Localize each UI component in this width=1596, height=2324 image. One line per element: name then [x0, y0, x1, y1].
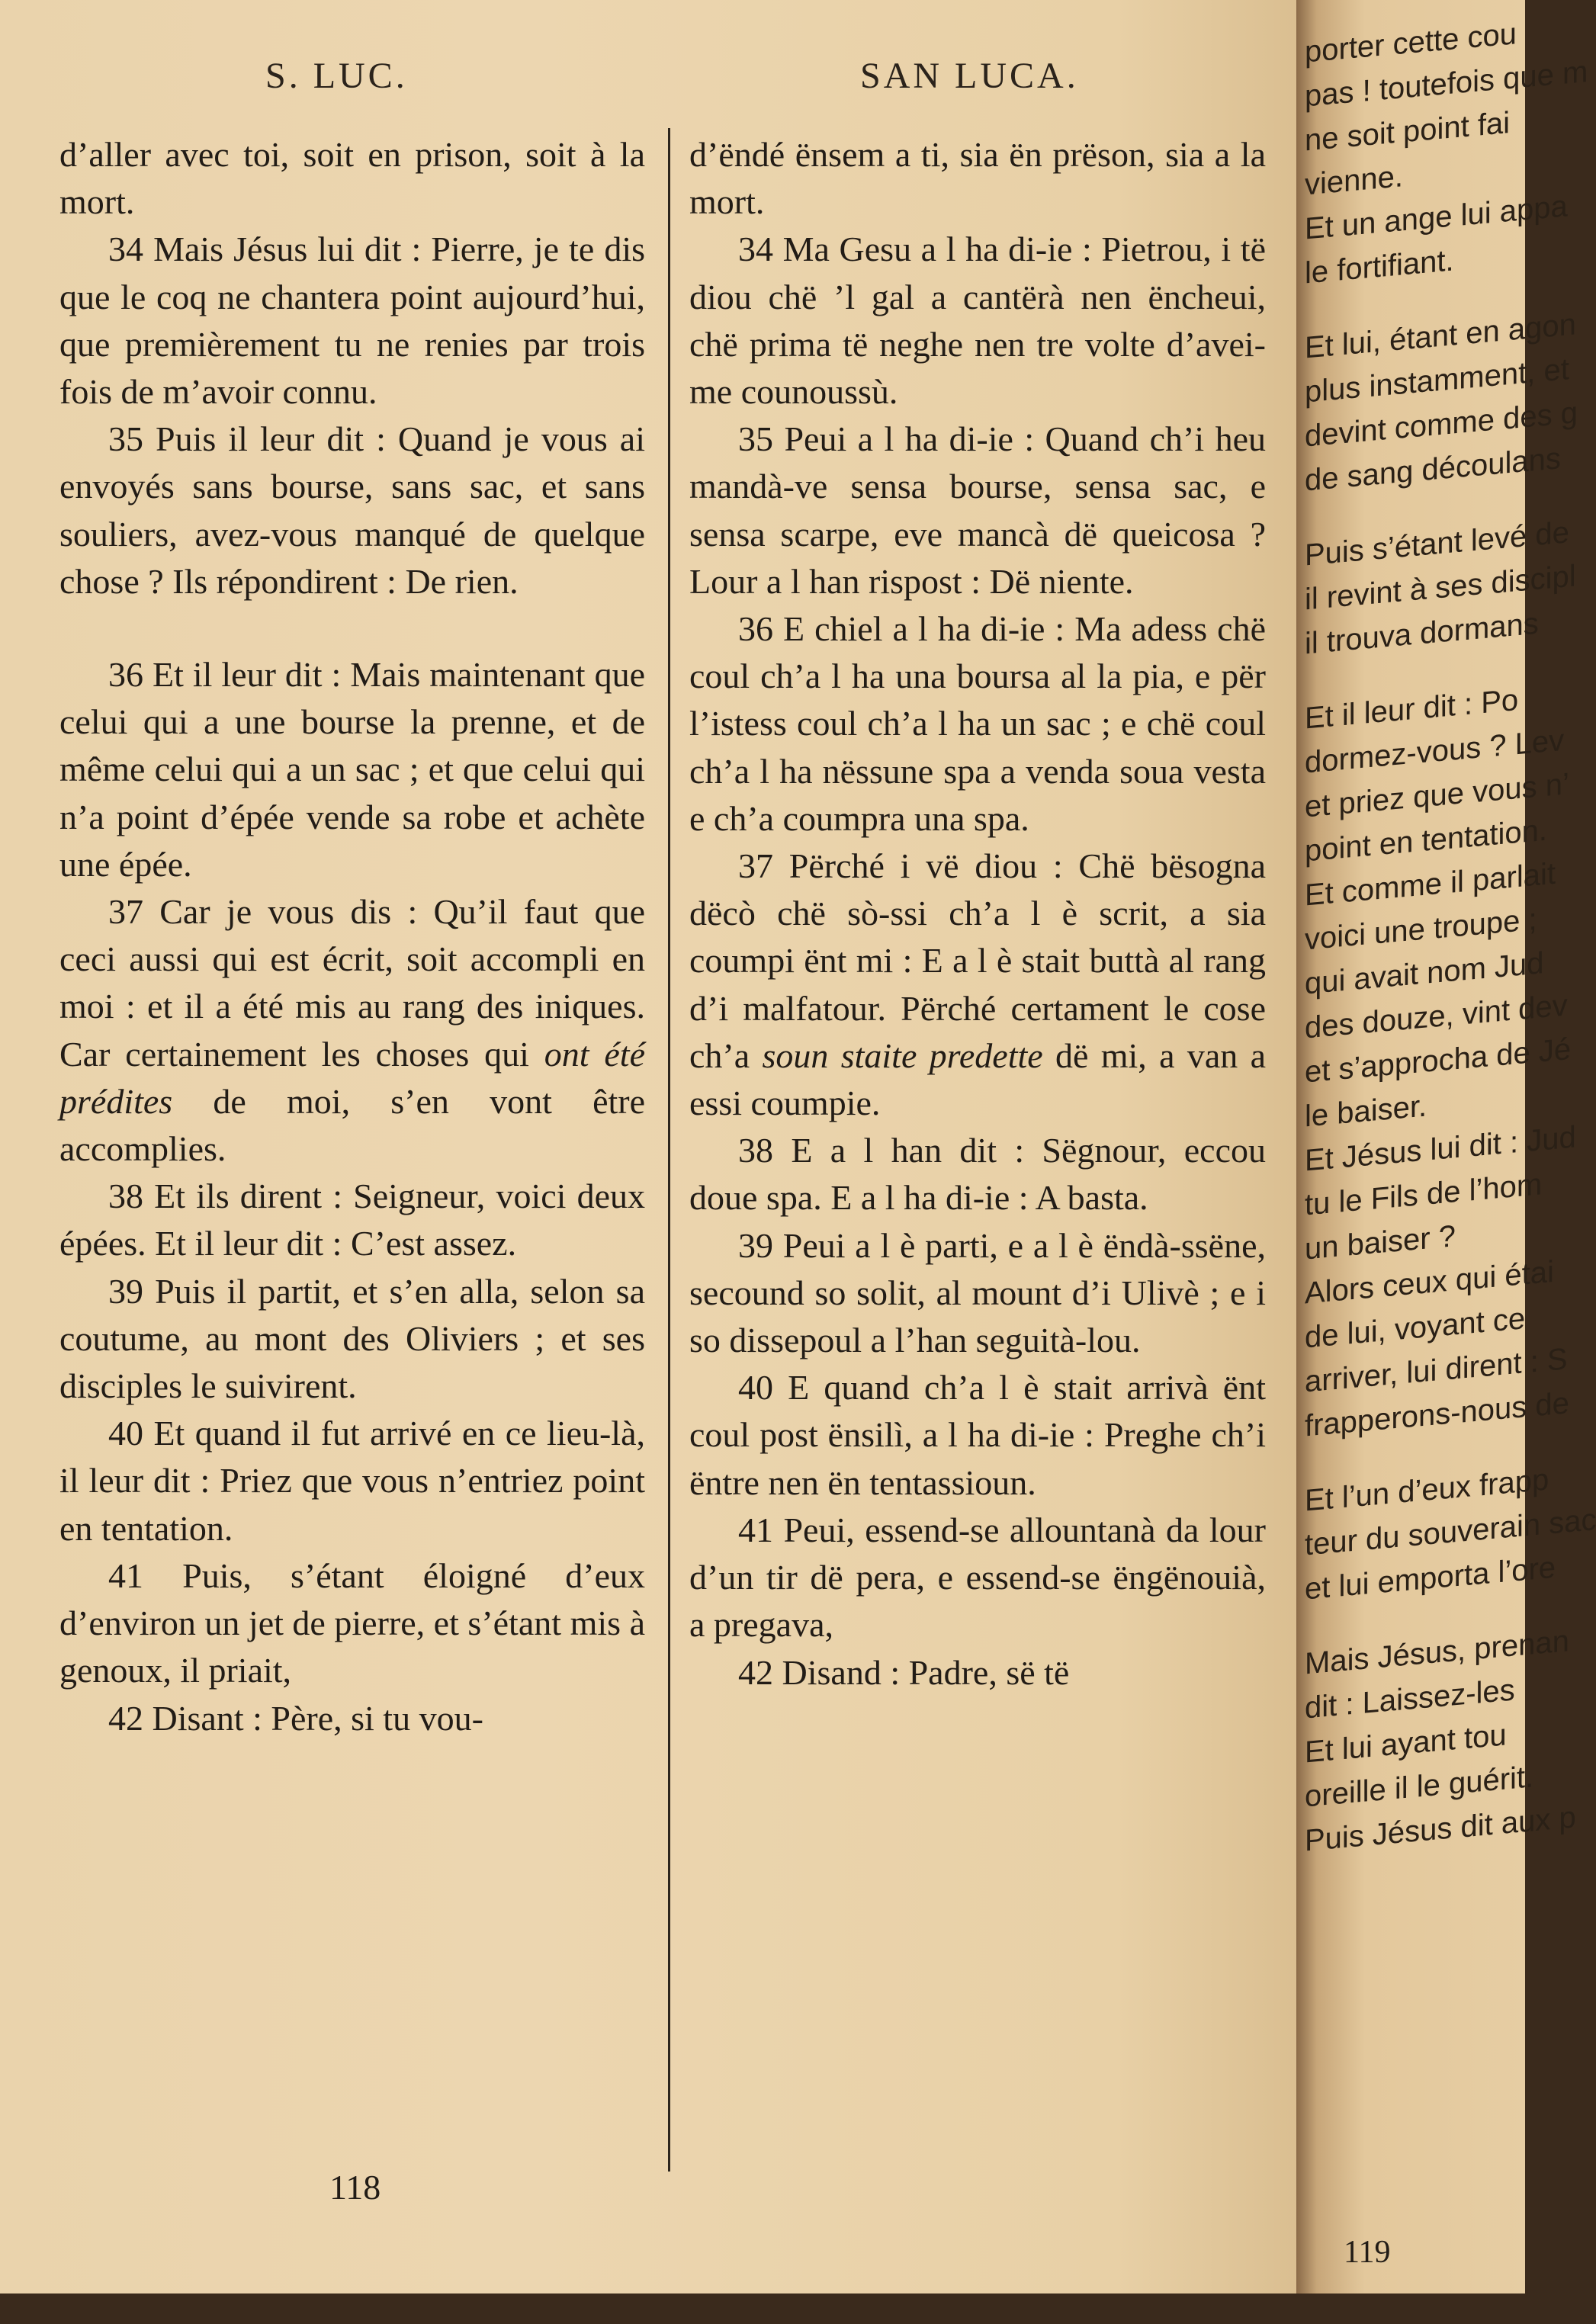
left-column-text [59, 131, 645, 1742]
verse-34: 34 Mais Jésus lui dit : Pierre, je te dis que le coq ne chantera point aujourd’hui, que premièrement tu ne renies par trois fois de m’avoir connu. [59, 230, 645, 412]
text-line: Puis s’étant levé de [1305, 515, 1569, 573]
verse-text: 37 Car je vous dis : Qu’il faut que ceci aussi qui est écrit, soit accompli en moi : et il a été mis au rang des iniques. Car certainement les choses qui [59, 892, 645, 1074]
verse-41: 41 Puis, s’étant éloigné d’eux d’environ un jet de pierre, et s’étant mis à genoux, il priait, [59, 1555, 645, 1690]
middle-column-text [689, 131, 1266, 1696]
text-line: dit : Laissez-les [1305, 1673, 1515, 1725]
verse-35: 35 Peui a l ha di-ie : Quand ch’i heu mandà-ve sensa bourse, sensa sac, e sensa scarpe, eve mancà dë queicosa ? Lour a l han rispost : Dë niente. [689, 419, 1266, 601]
verse-36: 36 E chiel a l ha di-ie : Ma adess chë coul ch’a l ha una boursa al la pia, e për l’istess coul ch’a l ha un sac ; e chë coul ch’a l ha nëssune spa a venda soua vesta e ch’a coumpra una spa. [689, 609, 1266, 838]
text-line: de lui, voyant ce [1305, 1302, 1526, 1355]
verse-42: 42 Disand : Padre, së të [738, 1652, 1070, 1692]
text-line: teur du souverain sac [1305, 1503, 1596, 1562]
text-line: Et Jésus lui dit : Jud [1305, 1120, 1576, 1178]
left-page-header: S. LUC. [265, 56, 408, 96]
verse-39: 39 Puis il partit, et s’en alla, selon sa coutume, au mont des Oliviers ; et ses disciples le suivirent. [59, 1271, 645, 1406]
text-line: le fortifiant. [1305, 243, 1454, 290]
text-line: dormez-vous ? Lev [1305, 723, 1565, 780]
text-line: Et il leur dit : Po [1305, 682, 1519, 736]
text-line: tu le Fils de l’hom [1305, 1167, 1543, 1222]
verse-38: 38 E a l han dit : Sëgnour, eccou doue spa. E a l ha di-ie : A basta. [689, 1131, 1266, 1218]
verse-35: 35 Puis il leur dit : Quand je vous ai envoyés sans bourse, sans sac, et sans souliers, avez-vous manqué de quelque chose ? Ils répondirent : De rien. [59, 419, 645, 601]
verse-41: 41 Peui, essend-se allountanà da lour d’un tir dë pera, e essend-se ëngënouià, a pregava, [689, 1510, 1266, 1645]
paragraph: d’ëndé ënsem a ti, sia ën prëson, sia a la mort. [689, 135, 1266, 222]
text-line: de sang découlans [1305, 441, 1561, 498]
italic-text: soun staite predette [762, 1035, 1043, 1075]
right-page-text [1300, 11, 1596, 2324]
italic-text: ont été prédites [59, 1034, 645, 1121]
verse-39: 39 Peui a l è parti, e a l è ëndà-ssëne, secound so solit, al mount d’i Ulivè ; e i so dissepoul a l’han seguità-lou. [689, 1225, 1266, 1360]
text-line: il revint à ses discipl [1305, 559, 1576, 617]
text-line: oreille il le guérit. [1305, 1760, 1534, 1814]
verse-36: 36 Et il leur dit : Mais maintenant que celui qui a une bourse la prenne, et de même celui qui a un sac ; et que celui qui n’a point d’épée vende sa robe et achète une épée. [59, 655, 645, 884]
text-line: il trouva dormans [1305, 606, 1539, 661]
text-line: Et comme il parlait [1305, 856, 1556, 913]
text-line: arriver, lui dirent : S [1305, 1342, 1568, 1399]
text-line: Et lui, étant en agon [1305, 307, 1576, 365]
text-line: et lui emporta l’ore [1305, 1550, 1556, 1607]
verse-34: 34 Ma Gesu a l ha di-ie : Pietrou, i të diou chë ’l gal a cantërà nen ëncheui, chë prima të neghe nen tre volte d’avei-me counoussù. [689, 230, 1266, 412]
verse-37 [59, 888, 645, 1173]
text-line: vienne. [1305, 159, 1403, 202]
column-divider [668, 128, 670, 2172]
text-line: Puis Jésus dit aux p [1305, 1800, 1576, 1858]
verse-37 [689, 843, 1266, 1127]
middle-page-header: SAN LUCA. [860, 56, 1079, 96]
text-line: pas ! toutefois que m [1305, 54, 1588, 114]
verse-40: 40 Et quand il fut arrivé en ce lieu-là, il leur dit : Priez que vous n’entriez point en tentation. [59, 1414, 645, 1548]
verse-text: de moi, s’en vont être accomplies. [59, 1081, 646, 1169]
text-line: qui avait nom Jud [1305, 946, 1544, 1001]
text-line: Alors ceux qui étai [1305, 1254, 1554, 1311]
text-line: voici une troupe ; [1305, 902, 1537, 957]
left-page-number: 118 [329, 2168, 381, 2207]
text-line: Et lui ayant tou [1305, 1718, 1507, 1770]
text-line: ne soit point fai [1305, 105, 1511, 158]
text-line: frapperons-nous de [1305, 1386, 1569, 1443]
text-line: Mais Jésus, prenan [1305, 1624, 1569, 1681]
text-line: point en tentation. [1305, 813, 1548, 868]
text-line: devint comme des g [1305, 396, 1578, 454]
verse-42: 42 Disant : Père, si tu vou- [108, 1698, 483, 1738]
text-line: le baiser. [1305, 1089, 1427, 1134]
text-line: des douze, vint dev [1305, 988, 1568, 1045]
text-line: un baiser ? [1305, 1219, 1456, 1266]
verse-38: 38 Et ils dirent : Seigneur, voici deux épées. Et il leur dit : C’est assez. [59, 1176, 645, 1263]
verse-text: dë mi, a van a essi coumpie. [689, 1035, 1267, 1123]
paragraph: d’aller avec toi, soit en prison, soit à la mort. [59, 135, 645, 222]
text-line: porter cette cou [1305, 17, 1517, 69]
text-line: et priez que vous n’ [1305, 767, 1569, 824]
text-line: et s’approcha de Jé [1305, 1032, 1572, 1090]
right-page-number: 119 [1344, 2235, 1391, 2270]
verse-40: 40 E quand ch’a l è stait arrivà ënt coul post ënsilì, a l ha di-ie : Preghe ch’i ëntre nen ën tentassioun. [689, 1368, 1266, 1502]
text-line: plus instamment, et [1305, 352, 1569, 409]
text-line: Et un ange lui appa [1305, 189, 1568, 246]
verse-text: 37 Përché i vë diou : Chë bësogna dëcò chë sò-ssi ch’a l è scrit, a sia coumpi ënt mi : E a l è stait buttà al rang d’i malfatour. Përché certament le cose ch’a [689, 846, 1266, 1075]
text-line: Et l’un d’eux frapp [1305, 1462, 1549, 1518]
